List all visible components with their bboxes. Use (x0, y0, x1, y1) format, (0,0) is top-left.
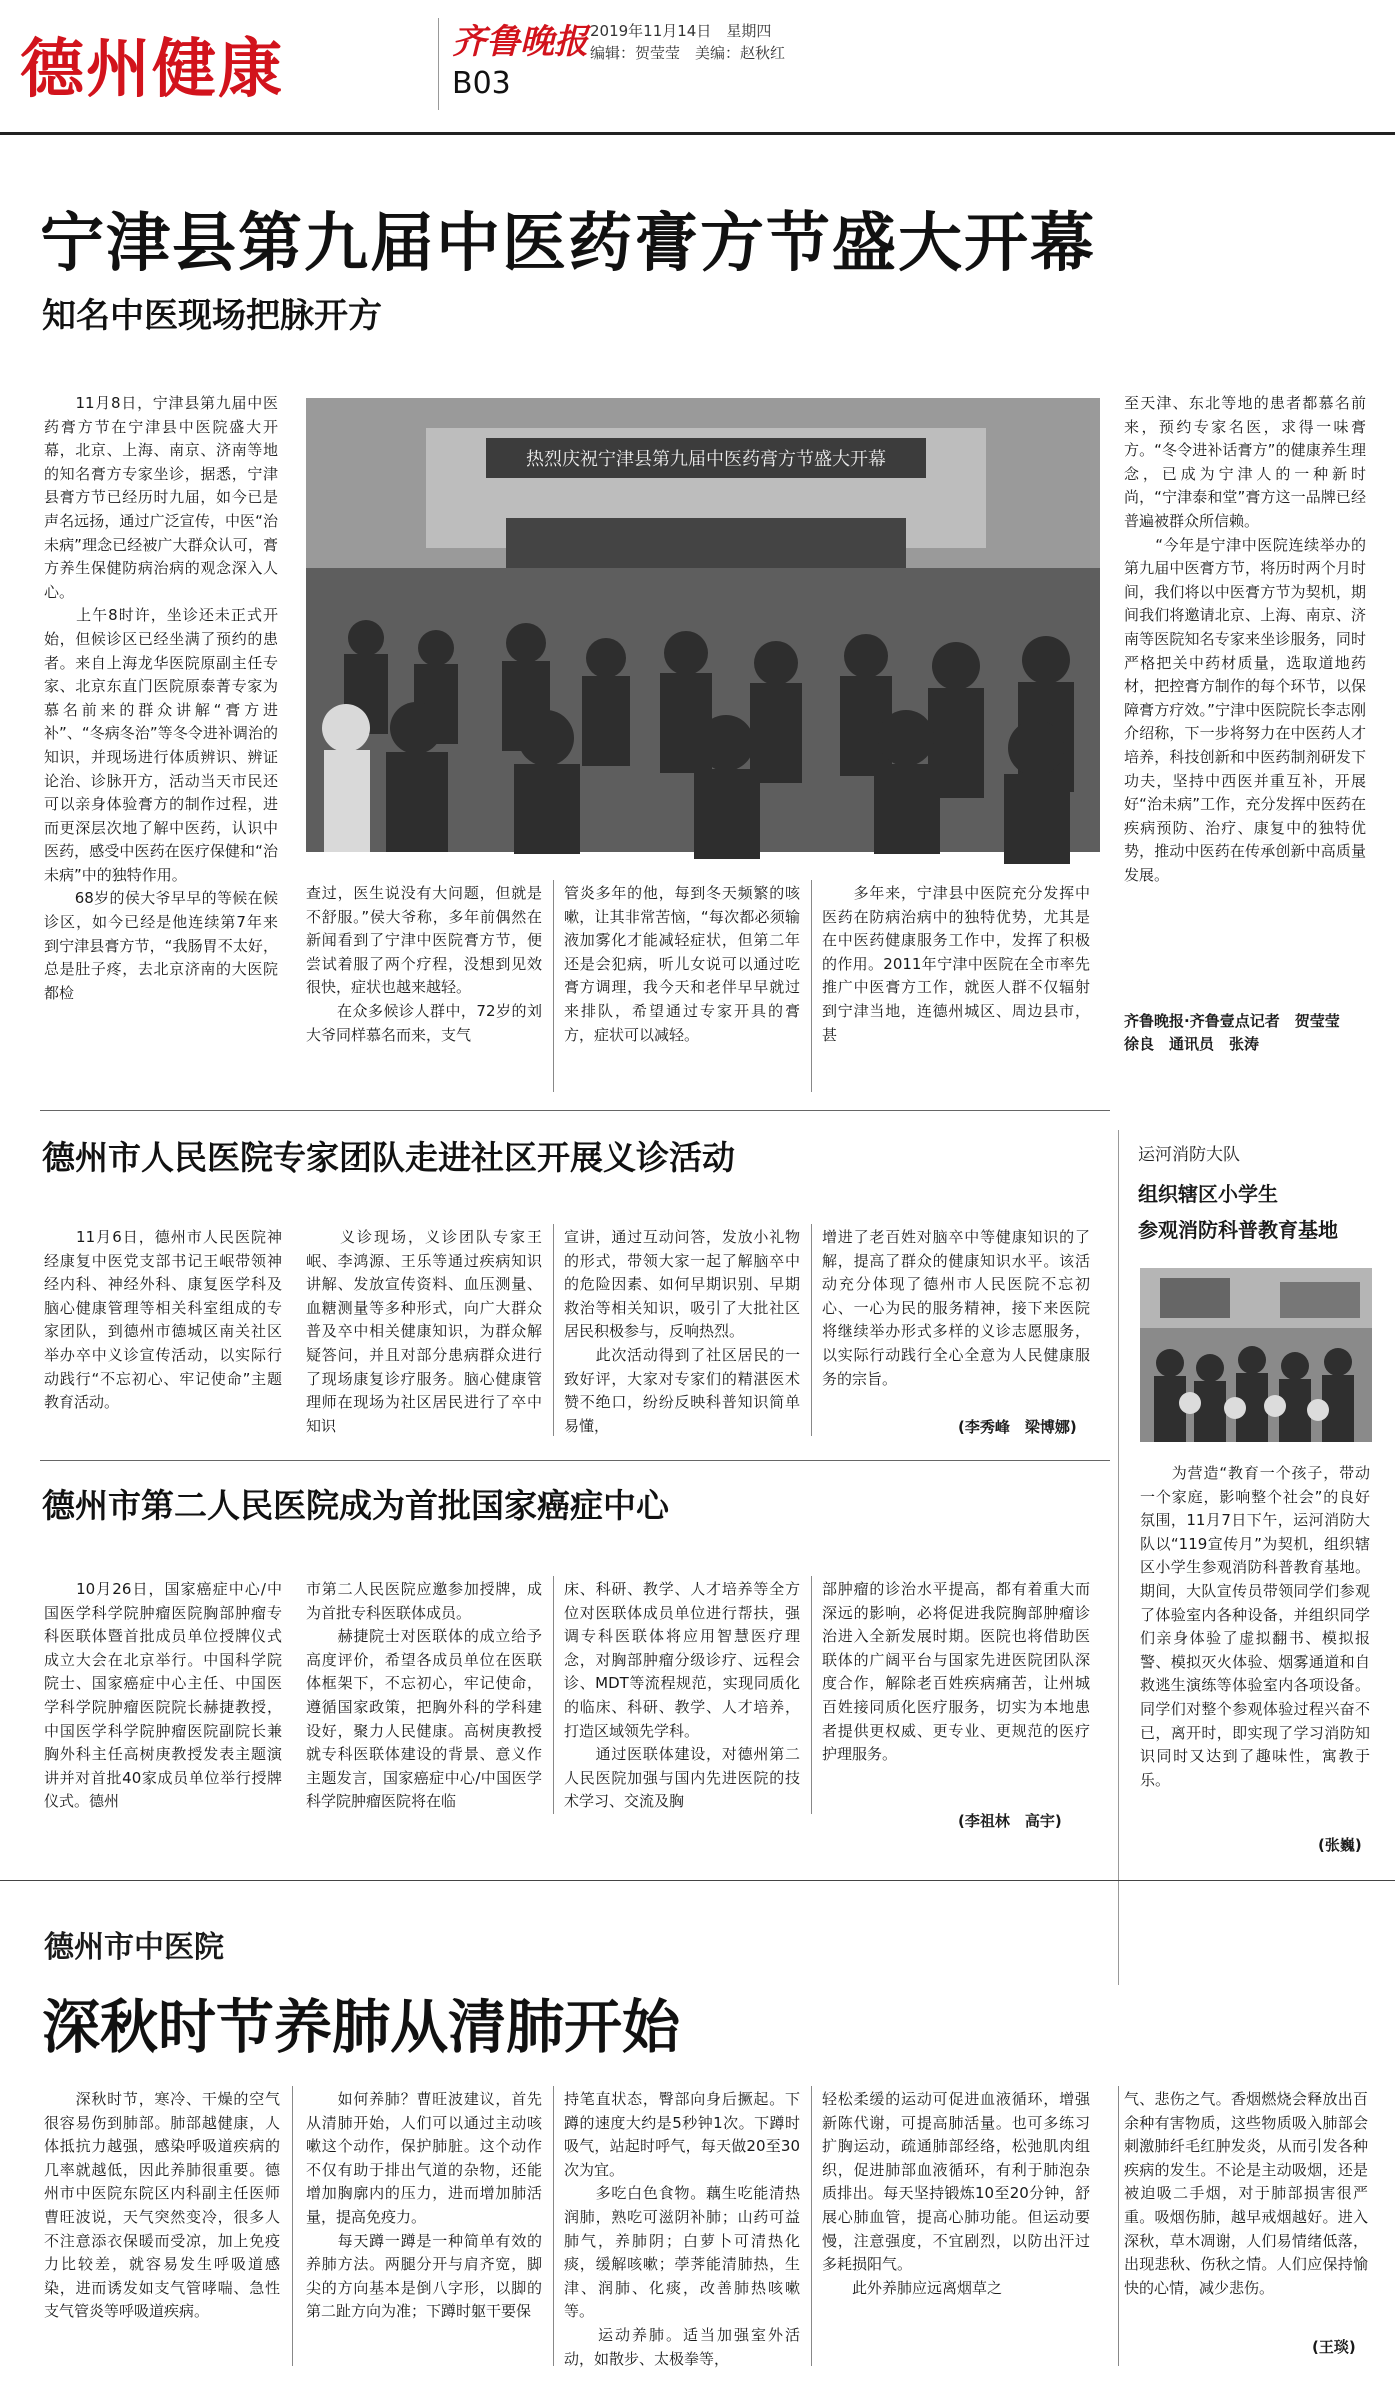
article2-col1: 11月6日，德州市人民医院神经康复中医党支部书记王岷带领神经内科、神经外科、康复医学科及脑心健康管理等相关科室组成的专家团队，到德州市德城区南关社区举办卒中义诊宣传活动，以实际行动践行“不忘初心、牢记使命”主题教育活动。 (44, 1228, 282, 1412)
article1-col3: 管炎多年的他，每到冬天频繁的咳嗽，让其非常苦恼，“每次都必须输液加雾化才能减轻症状，但第二年还是会犯病，听儿女说可以通过吃膏方调理，我今天和老伴早早就过来排队，希望通过专家开具的膏方，症状可以减轻。 (564, 884, 800, 1044)
column-divider (292, 2086, 293, 2366)
masthead-rule (0, 132, 1395, 135)
article4-headline: 深秋时节养肺从清肺开始 (42, 1993, 681, 2061)
sidebar-photo (1140, 1268, 1372, 1442)
section-rule (40, 1460, 1110, 1461)
column-divider (811, 2086, 812, 2366)
fire-station-photo (1140, 1268, 1372, 1442)
column-divider (811, 1576, 812, 1814)
paper-logo: 齐鲁晚报 (452, 22, 588, 62)
column-divider (553, 2086, 554, 2366)
section-rule (0, 1880, 1395, 1881)
article2-credit: (李秀峰 梁博娜) (958, 1418, 1077, 1436)
date-line: 2019年11月14日 星期四 (590, 22, 772, 40)
sidebar-divider (1118, 1130, 1119, 1985)
article3-col1: 10月26日，国家癌症中心/中国医学科学院肿瘤医院胸部肿瘤专科医联体暨首批成员单位授牌仪式成立大会在北京举行。中国科学院院士、国家癌症中心主任、中国医学科学院肿瘤医院院长赫捷教授，中国医学科学院肿瘤医院副院长兼胸外科主任高树庚教授发表主题演讲并对首批40家成员单位举行授牌仪式。德州 (44, 1580, 282, 1811)
masthead-info (590, 20, 785, 64)
article4-col4: 轻松柔缓的运动可促进血液循环，增强新陈代谢，可提高肺活量。也可多练习扩胸运动，疏通肺部经络，松弛肌肉组织，促进肺部血液循环，有利于肺泡杂质排出。每天坚持锻炼10至20分钟，舒展心肺血管，提高心肺功能。但运动要慢，注意强度，不宜剧烈，以防出汗过多耗损阳气。 此外养肺应远离烟草之 (822, 2090, 1090, 2297)
column-divider (553, 880, 554, 1092)
sidebar-credit: (张巍) (1318, 1836, 1362, 1854)
column-divider (811, 880, 812, 1092)
article1-headline: 宁津县第九届中医药膏方节盛大开幕 (40, 207, 1096, 281)
article2-col2: 义诊现场，义诊团队专家王岷、李鸿源、王乐等通过疾病知识讲解、发放宣传资料、血压测量、血糖测量等多种形式，向广大群众普及卒中相关健康知识，为群众解疑答问，并且对部分患病群众进行了现场康复诊疗服务。脑心健康管理师在现场为社区居民进行了卒中知识 (306, 1228, 542, 1435)
article4-kicker: 德州市中医院 (44, 1930, 224, 1965)
section-rule (40, 1110, 1110, 1111)
sidebar-body: 为营造“教育一个孩子，带动一个家庭，影响整个社会”的良好氛围，11月7日下午，运河消防大队以“119宣传月”为契机，组织辖区小学生参观消防科普教育基地。期间，大队宣传员带领同学们参观了体验室内各种设备，并组织同学们亲身体验了虚拟翻书、模拟报警、模拟灭火体验、烟雾通道和自救逃生演练等体验室内各项设备。同学们对整个参观体验过程兴奋不已，离开时，即实现了学习消防知识同时又达到了趣味性，寓教于乐。 (1140, 1464, 1370, 1789)
article3-col4: 部肿瘤的诊治水平提高，都有着重大而深远的影响，必将促进我院胸部肿瘤诊治进入全新发展时期。医院也将借助医联体的广阔平台与国家先进医院团队深度合作，解除老百姓疾病痛苦，让州城百姓接同质化医疗服务，切实为本地患者提供更权威、更专业、更规范的医疗护理服务。 (822, 1580, 1090, 1764)
article4-col1: 深秋时节，寒冷、干燥的空气很容易伤到肺部。肺部越健康，人体抵抗力越强，感染呼吸道疾病的几率就越低，因此养肺很重要。德州市中医院东院区内科副主任医师曹旺波说，天气突然变冷，很多人不注意添衣保暖而受凉，加上免疫力比较差，就容易发生呼吸道感染，进而诱发如支气管哮喘、急性支气管炎等呼吸道疾病。 (44, 2090, 280, 2321)
article2-headline: 德州市人民医院专家团队走进社区开展义诊活动 (42, 1138, 735, 1177)
column-divider (553, 1576, 554, 1814)
article3-headline: 德州市第二人民医院成为首批国家癌症中心 (42, 1486, 669, 1525)
column-divider (1118, 2086, 1119, 2366)
article1-photo (306, 398, 1100, 852)
column-divider (553, 1224, 554, 1436)
article4-col2: 如何养肺？曹旺波建议，首先从清肺开始，人们可以通过主动咳嗽这个动作，保护肺脏。这个动作不仅有助于排出气道的杂物，还能增加胸廓内的压力，进而增加肺活量，提高免疫力。 每天蹲一蹲是一种简单有效的养肺方法。两腿分开与肩齐宽，脚尖的方向基本是倒八字形，以脚的第二趾方向为准；下蹲时躯干要保 (306, 2090, 542, 2321)
article3-credit: (李祖林 高宇) (958, 1812, 1062, 1830)
sidebar-kicker: 运河消防大队 (1138, 1145, 1240, 1165)
masthead-divider (438, 18, 439, 110)
article2-col3: 宣讲，通过互动问答，发放小礼物的形式，带领大家一起了解脑卒中的危险因素、如何早期识别、早期救治等相关知识，吸引了大批社区居民积极参与，反响热烈。 此次活动得到了社区居民的一致好评，大家对专家们的精湛医术赞不绝口，纷纷反映科普知识简单易懂， (564, 1228, 800, 1435)
sidebar-headline (1138, 1176, 1338, 1248)
sidebar-headline-line1: 组织辖区小学生 (1138, 1182, 1278, 1206)
article1-col1: 11月8日，宁津县第九届中医药膏方节在宁津县中医院盛大开幕，北京、上海、南京、济南等地的知名膏方专家坐诊，据悉，宁津县膏方节已经历时九届，如今已是声名远扬，通过广泛宣传，中医“治未病”理念已经被广大群众认可，膏方养生保健防病治病的观念深入人心。 上午8时许，坐诊还未正式开始，但候诊区已经坐满了预约的患者。来自上海龙华医院原副主任专家、北京东直门医院原泰菁专家为慕名前来的群众讲解“膏方进补”、“冬病冬治”等冬令进补调治的知识，并现场进行体质辨识、辨证论治、诊脉开方，活动当天市民还可以亲身体验膏方的制作过程，进而更深层次地了解中医药，认识中医药，感受中医药在医疗保健和“治未病”中的独特作用。 68岁的侯大爷早早的等候在候诊区，如今已经是他连续第7年来到宁津县膏方节，“我肠胃不太好，总是肚子疼，去北京济南的大医院都检 (44, 394, 278, 1002)
sidebar-headline-line2: 参观消防科普教育基地 (1138, 1218, 1338, 1242)
page-code: B03 (452, 66, 511, 101)
article4-credit: (王琰) (1312, 2338, 1356, 2356)
article1-credit: 齐鲁晚报·齐鲁壹点记者 贺莹莹 徐良 通讯员 张涛 (1124, 1012, 1355, 1053)
conference-photo (306, 398, 1100, 852)
photo-banner-text: 热烈庆祝宁津县第九届中医药膏方节盛大开幕 (526, 449, 886, 470)
article3-col2: 市第二人民医院应邀参加授牌，成为首批专科医联体成员。 赫捷院士对医联体的成立给予高度评价，希望各成员单位在医联体框架下，不忘初心，牢记使命，遵循国家政策，把胸外科的学科建设好，聚力人民健康。高树庚教授就专科医联体建设的背景、意义作主题发言，国家癌症中心/中国医学科学院肿瘤医院将在临 (306, 1580, 542, 1811)
article1-subheadline: 知名中医现场把脉开方 (42, 296, 382, 336)
article2-col4: 增进了老百姓对脑卒中等健康知识的了解，提高了群众的健康知识水平。该活动充分体现了德州市人民医院不忘初心、一心为民的服务精神，接下来医院将继续举办形式多样的义诊志愿服务，以实际行动践行全心全意为人民健康服务的宗旨。 (822, 1228, 1090, 1388)
article4-col3: 持笔直状态，臀部向身后撅起。下蹲的速度大约是5秒钟1次。下蹲时吸气，站起时呼气，每天做20至30次为宜。 多吃白色食物。藕生吃能清热润肺，熟吃可滋阴补肺；山药可益肺气，养肺阴；白萝卜可清热化痰，缓解咳嗽；荸荠能清肺热，生津、润肺、化痰，改善肺热咳嗽等。 运动养肺。适当加强室外活动，如散步、太极拳等， (564, 2090, 800, 2368)
section-name: 德州健康 (20, 33, 284, 107)
article3-col3: 床、科研、教学、人才培养等全方位对医联体成员单位进行帮扶，强调专科医联体将应用智慧医疗理念，对胸部肿瘤分级诊疗、远程会诊、MDT等流程规范，实现同质化的临床、科研、教学、人才培养，打造区域领先学科。 通过医联体建设，对德州第二人民医院加强与国内先进医院的技术学习、交流及胸 (564, 1580, 800, 1811)
article1-col4: 多年来，宁津县中医院充分发挥中医药在防病治病中的独特优势，尤其是在中医药健康服务工作中，发挥了积极的作用。2011年宁津中医院在全市率先推广中医膏方工作，就医人群不仅辐射到宁津当地，连德州城区、周边县市，甚 (822, 884, 1090, 1044)
article1-col5: 至天津、东北等地的患者都慕名前来，预约专家名医，求得一味膏方。“冬令进补话膏方”的健康养生理念，已成为宁津人的一种新时尚，“宁津泰和堂”膏方这一品牌已经普遍被群众所信赖。 “今年是宁津中医院连续举办的第九届中医膏方节，将历时两个月时间，我们将以中医膏方节为契机，期间我们将邀请北京、上海、南京、济南等医院知名专家来坐诊服务，同时严格把关中药材质量，选取道地药材，把控膏方制作的每个环节，以保障膏方疗效。”宁津中医院院长李志刚介绍称，下一步将努力在中医药人才培养，科技创新和中医药制剂研发下功夫，坚持中西医并重互补，开展好“治未病”工作，充分发挥中医药在疾病预防、治疗、康复中的独特优势，推动中医药在传承创新中高质量发展。 (1124, 394, 1366, 884)
editor-line: 编辑：贺莹莹 美编：赵秋红 (590, 44, 786, 62)
article1-col2: 查过，医生说没有大问题，但就是不舒服。”侯大爷称，多年前偶然在新闻看到了宁津中医院膏方节，便尝试着服了两个疗程，没想到见效很快，症状也越来越轻。 在众多候诊人群中，72岁的刘大爷同样慕名而来，支气 (306, 884, 542, 1044)
column-divider (811, 1224, 812, 1436)
article4-col5: 气、悲伤之气。香烟燃烧会释放出百余种有害物质，这些物质吸入肺部会刺激肺纤毛红肿发炎，从而引发各种疾病的发生。不论是主动吸烟，还是被迫吸二手烟，对于肺部损害很严重。吸烟伤肺，越早戒烟越好。进入深秋，草木凋谢，人们易情绪低落，出现悲秋、伤秋之情。人们应保持愉快的心情，减少悲伤。 (1124, 2090, 1368, 2297)
